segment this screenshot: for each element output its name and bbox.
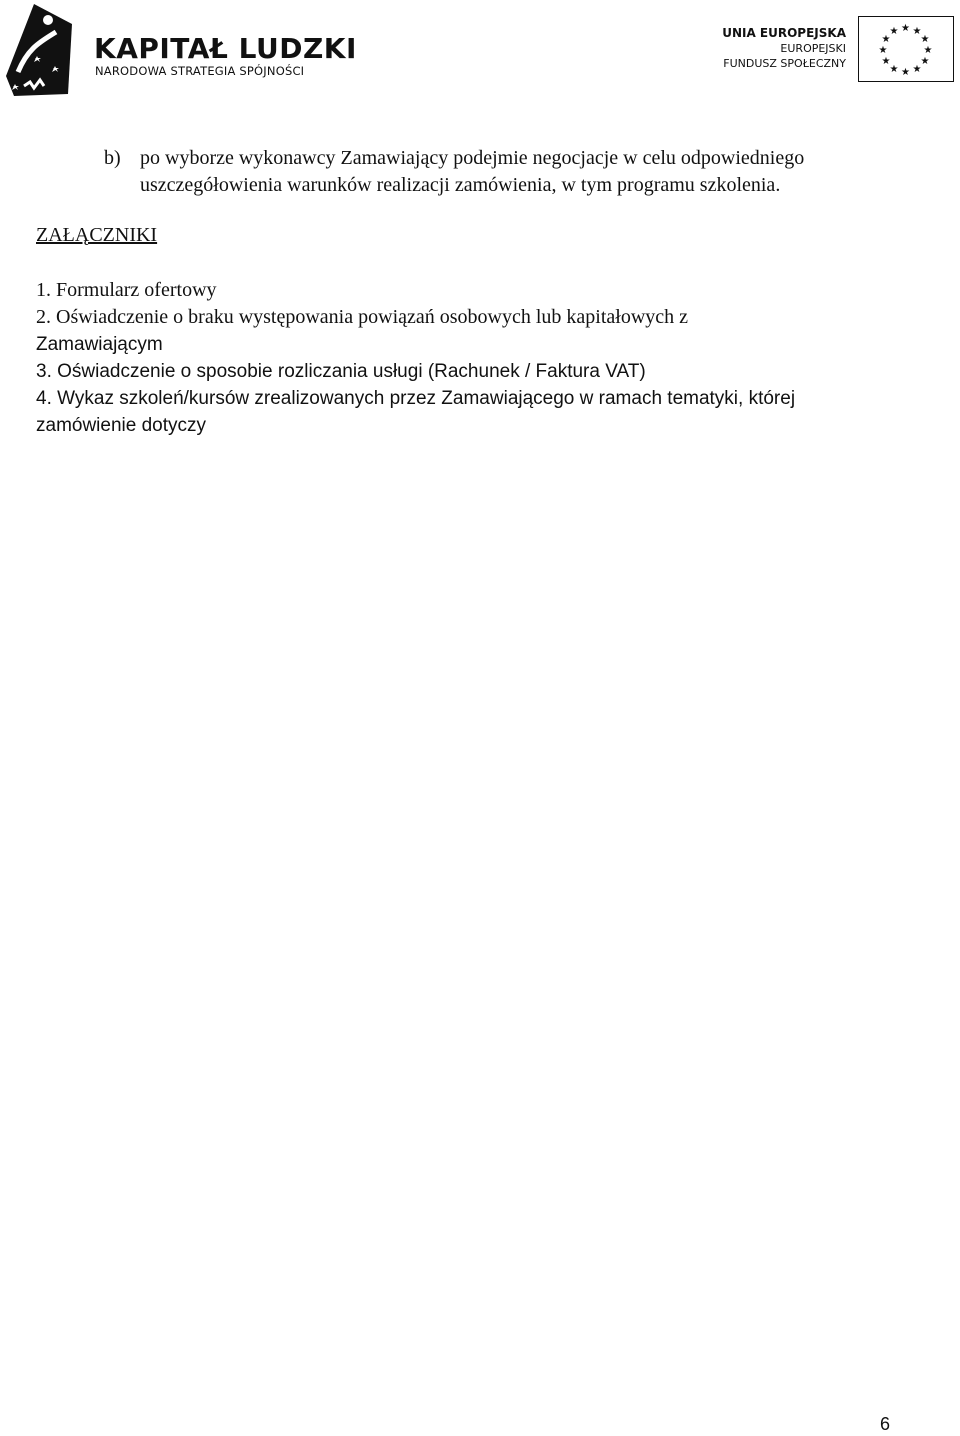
eu-logo bbox=[700, 14, 956, 84]
svg-text:★: ★ bbox=[889, 26, 899, 37]
kapital-ludzki-emblem-icon bbox=[4, 2, 74, 98]
list-item-line: po wyborze wykonawcy Zamawiający podejmie negocjacje w celu odpowiedniego bbox=[140, 147, 805, 169]
eu-logo-text bbox=[722, 26, 846, 71]
list-item-line: uszczegółowienia warunków realizacji zamówienia, w tym programu szkolenia. bbox=[140, 174, 781, 196]
attachment-line: Zamawiającym bbox=[36, 334, 163, 355]
svg-text:★: ★ bbox=[912, 64, 922, 75]
eu-logo-line2: EUROPEJSKI bbox=[780, 42, 846, 55]
eu-stars-icon bbox=[859, 17, 952, 80]
attachment-line: 3. Oświadczenie o sposobie rozliczania usługi (Rachunek / Faktura VAT) bbox=[36, 361, 646, 382]
kapital-ludzki-subtitle: NARODOWA STRATEGIA SPÓJNOŚCI bbox=[95, 64, 305, 78]
kapital-ludzki-title: KAPITAŁ LUDZKI bbox=[94, 32, 357, 65]
svg-text:★: ★ bbox=[920, 34, 930, 45]
attachment-line: 2. Oświadczenie o braku występowania powiązań osobowych lub kapitałowych z bbox=[36, 306, 689, 328]
list-item-text bbox=[140, 145, 930, 199]
svg-text:★: ★ bbox=[923, 45, 933, 56]
kapital-ludzki-logo bbox=[4, 2, 357, 98]
svg-text:★: ★ bbox=[881, 56, 891, 67]
svg-text:★: ★ bbox=[912, 26, 922, 37]
eu-logo-line1: UNIA EUROPEJSKA bbox=[722, 26, 846, 40]
attachment-line: 1. Formularz ofertowy bbox=[36, 279, 217, 301]
section-heading: ZAŁĄCZNIKI bbox=[36, 224, 158, 246]
svg-text:★: ★ bbox=[881, 34, 891, 45]
attachments-list bbox=[36, 277, 926, 439]
svg-text:★: ★ bbox=[878, 45, 888, 56]
attachment-line: zamówienie dotyczy bbox=[36, 415, 207, 436]
list-marker: b) bbox=[104, 147, 121, 169]
svg-text:★: ★ bbox=[889, 64, 899, 75]
svg-text:★: ★ bbox=[920, 56, 930, 67]
svg-text:★: ★ bbox=[901, 67, 910, 78]
page-number: 6 bbox=[880, 1414, 891, 1434]
svg-text:★: ★ bbox=[901, 23, 910, 34]
attachment-line: 4. Wykaz szkoleń/kursów zrealizowanych przez Zamawiającego w ramach tematyki, której bbox=[36, 388, 796, 409]
eu-logo-line3: FUNDUSZ SPOŁECZNY bbox=[723, 57, 846, 70]
eu-flag bbox=[858, 16, 954, 82]
